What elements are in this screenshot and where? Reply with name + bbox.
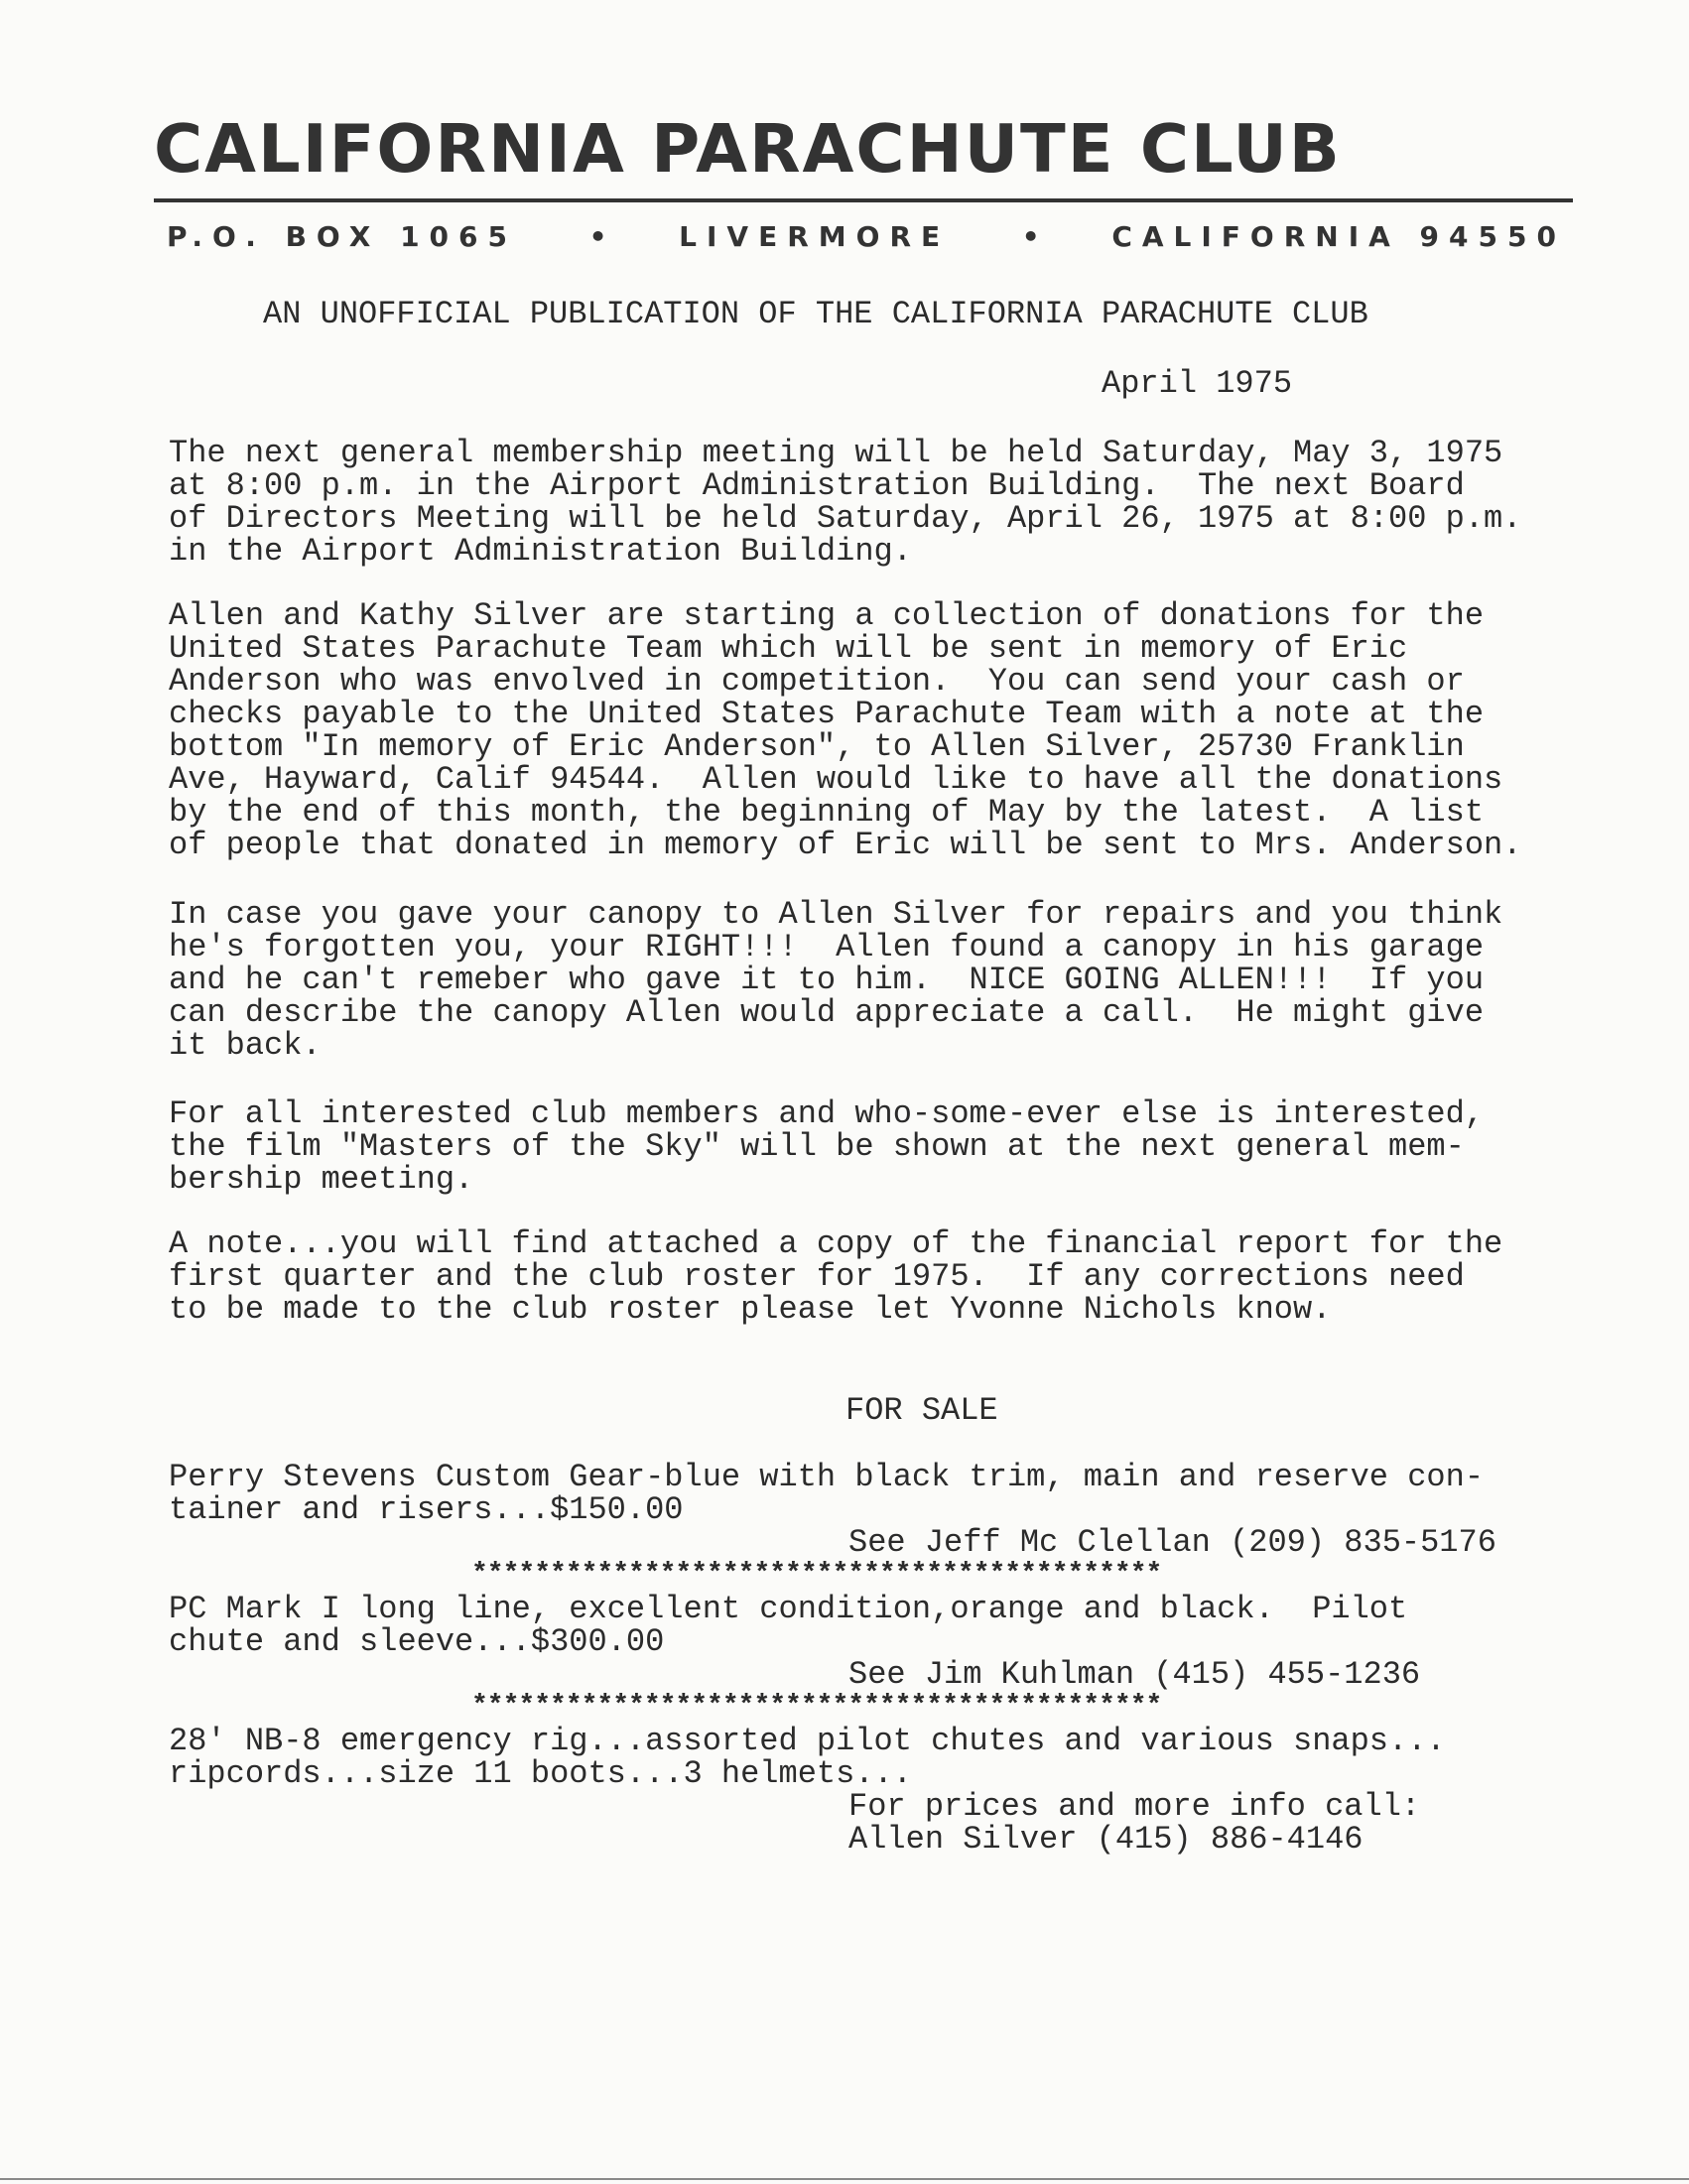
paragraph-film: For all interested club members and who-some-ever else is interested, the film "Masters of the Sky" will be shown at the next general mem- bership meeting. bbox=[169, 1095, 1485, 1198]
address-po-box: P.O. BOX 1065 bbox=[167, 220, 518, 253]
issue-date: April 1975 bbox=[1102, 365, 1293, 402]
publication-subtitle: AN UNOFFICIAL PUBLICATION OF THE CALIFORNIA PARACHUTE CLUB bbox=[263, 296, 1368, 332]
sale-item-description: 28' NB-8 emergency rig...assorted pilot chutes and various snaps... ripcords...size 11 boots...3 helmets... bbox=[169, 1723, 1446, 1792]
paragraph-note: A note...you will find attached a copy of the financial report for the first quarter and the club roster for 1975. If any corrections need to be made to the club roster please let Yvonne Nichols know. bbox=[169, 1225, 1503, 1328]
letterhead-divider bbox=[154, 198, 1573, 202]
sale-item-contact: For prices and more info call: Allen Silver (415) 886-4146 bbox=[848, 1788, 1421, 1858]
paragraph-canopy: In case you gave your canopy to Allen Silver for repairs and you think he's forgotten you, your RIGHT!!! Allen found a canopy in his garage and he can't remeber who gave it to him. NICE GOING ALLEN!!! If you can describe the canopy Allen would appreciate a call. He might give it back. bbox=[169, 896, 1503, 1064]
club-name-title: CALIFORNIA PARACHUTE CLUB bbox=[154, 110, 1342, 188]
address-city: LIVERMORE bbox=[679, 220, 951, 253]
letterhead-address bbox=[167, 220, 1566, 253]
sale-item-separator: ******************************************** bbox=[471, 1559, 1162, 1590]
sale-item-contact: See Jim Kuhlman (415) 455-1236 bbox=[848, 1656, 1421, 1693]
address-separator: • bbox=[588, 220, 607, 253]
paragraph-donations: Allen and Kathy Silver are starting a collection of donations for the United States Parachute Team which will be sent in memory of Eric Anderson who was envolved in competition. You can send your cash or checks payable to the United States Parachute Team with a note at the bottom "In memory of Eric Anderson", to Allen Silver, 25730 Franklin Ave, Hayward, Calif 94544. Allen would like to have all the donations by the end of this month, the beginning of May by the latest. A list of people that donated in memory of Eric will be sent to Mrs. Anderson. bbox=[169, 597, 1522, 863]
address-state-zip: CALIFORNIA 94550 bbox=[1111, 220, 1566, 253]
page-bottom-edge bbox=[0, 2178, 1689, 2180]
for-sale-heading: FOR SALE bbox=[845, 1392, 998, 1429]
sale-item-description: Perry Stevens Custom Gear-blue with black trim, main and reserve con- tainer and risers...$150.00 bbox=[169, 1459, 1485, 1528]
paragraph-meetings: The next general membership meeting will be held Saturday, May 3, 1975 at 8:00 p.m. in the Airport Administration Building. The next Board of Directors Meeting will be held Saturday, April 26, 1975 at 8:00 p.m. in the Airport Administration Building. bbox=[169, 435, 1522, 570]
sale-item-contact: See Jeff Mc Clellan (209) 835-5176 bbox=[848, 1524, 1496, 1561]
sale-item-separator: ******************************************** bbox=[471, 1691, 1162, 1722]
sale-item-description: PC Mark I long line, excellent condition,orange and black. Pilot chute and sleeve...$300.00 bbox=[169, 1591, 1408, 1660]
address-separator: • bbox=[1021, 220, 1040, 253]
